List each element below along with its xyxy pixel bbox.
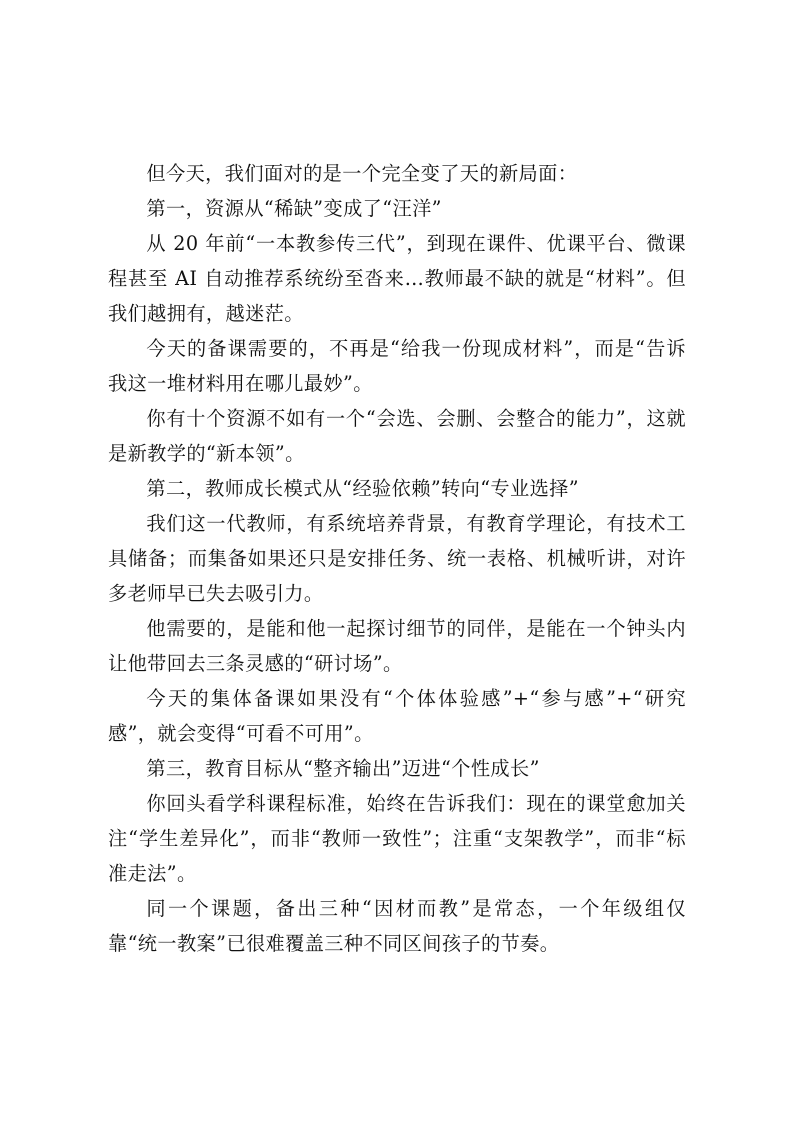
paragraph: 今天的集体备课如果没有“个体体验感”+“参与感”+“研究感”，就会变得“可看不可用”。: [108, 687, 686, 745]
paragraph-heading-third: 第三，教育目标从“整齐输出”迈进“个性成长”: [146, 757, 540, 780]
paragraph-intro: 但今天，我们面对的是一个完全变了天的新局面：: [146, 162, 578, 185]
paragraph: 你回头看学科课程标准，始终在告诉我们：现在的课堂愈加关注“学生差异化”，而非“教师一致性”；注重“支架教学”，而非“标准走法”。: [108, 792, 686, 885]
paragraph: 同一个课题，备出三种“因材而教”是常态，一个年级组仅靠“统一教案”已很难覆盖三种不同区间孩子的节奏。: [108, 897, 686, 955]
paragraph-heading-first: 第一，资源从“稀缺”变成了“汪洋”: [146, 197, 442, 220]
document-body: [108, 156, 686, 961]
paragraph: 今天的备课需要的，不再是“给我一份现成材料”，而是“告诉我这一堆材料用在哪儿最妙”。: [108, 337, 686, 395]
paragraph-heading-second: 第二，教师成长模式从“经验依赖”转向“专业选择”: [146, 477, 579, 500]
paragraph: 他需要的，是能和他一起探讨细节的同伴，是能在一个钟头内让他带回去三条灵感的“研讨场”。: [108, 617, 686, 675]
paragraph: 你有十个资源不如有一个“会选、会删、会整合的能力”，这就是新教学的“新本领”。: [108, 407, 686, 465]
paragraph: 我们这一代教师，有系统培养背景，有教育学理论，有技术工具储备；而集备如果还只是安排任务、统一表格、机械听讲，对许多老师早已失去吸引力。: [108, 512, 686, 605]
paragraph: 从 20 年前“一本教参传三代”，到现在课件、优课平台、微课程甚至 AI 自动推荐系统纷至沓来…教师最不缺的就是“材料”。但我们越拥有，越迷茫。: [108, 232, 686, 325]
